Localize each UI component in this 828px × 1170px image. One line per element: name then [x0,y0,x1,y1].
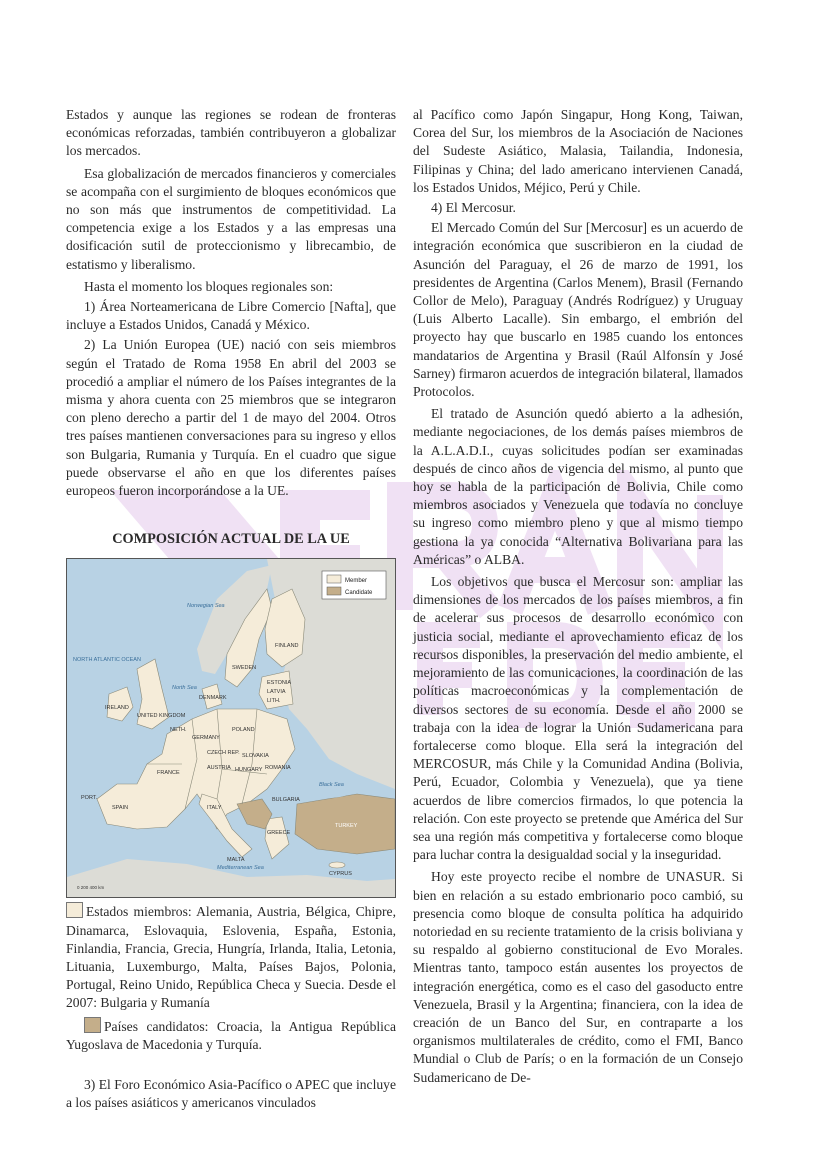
map-label: DENMARK [199,695,227,702]
map-label: ESTONIA [267,680,292,687]
paragraph: Esa globalización de mercados financieros y comerciales se acompaña con el surgimiento de bloques económicos que no son más que instrumentos de competitividad. La competencia exige a los Estados y a las empresas una dosificación sutil de proteccionismo y librecambio, de estatismo y liberalismo. [66,165,396,272]
list-item-apec: 3) El Foro Económico Asia-Pacífico o APEC que incluye a los países asiáticos y americanos vinculados [66,1077,396,1111]
map-label: ITALY [207,805,222,812]
map-label: TURKEY [335,823,358,830]
map-label: UNITED KINGDOM [137,713,186,720]
paragraph: El tratado de Asunción quedó abierto a la adhesión, mediante negociaciones, de los demás países miembros de la A.L.A.D.I., cuyas solicitudes podían ser examinadas después de cinco años de vigencia del mismo, al punto que hoy se habla de la participación de Bolivia, Chile como miembros asociados y Venezuela que todavía no concluye su ingreso como miembro pleno y que al mismo tiempo gestiona la ya conocida “Alternativa Bolivariana para las Américas” o ALBA. [413,406,743,567]
map-label: HUNGARY [235,767,263,774]
map-label: Mediterranean Sea [217,865,264,872]
paragraph: Los objetivos que busca el Mercosur son: ampliar las dimensiones de los mercados de los países miembros, a fin de acelerar sus procesos de desarrollo económico con justicia social, mediante el aprovechamiento eficaz de los recursos disponibles, la preservación del medio ambiente, el mejoramiento de las comunicaciones, la coordinación de las políticas macroeconómicas y la complementación de diversos sectores de su economía. Desde el año 2000 se trabaja con la idea de lograr la Unión Sudamericana para fortalecerse como bloque. Ella será la integración del MERCOSUR, más Chile y la Comunidad Andina (Bolivia, Perú, Ecuador, Colombia y Venezuela), que ya tiene acuerdos de libre comercios firmados, lo que potencia la relación. Con este proyecto se pretende que América del Sur sea una región más competitiva y fortalecerse como bloque para luchar contra la desigualdad social y la inseguridad. [413,574,743,863]
map-label: POLAND [232,727,255,734]
map-scale: 0 200 400 km [77,885,105,891]
right-column [413,106,743,1087]
left-column [66,106,396,1113]
map-label: SLOVAKIA [242,753,269,760]
map-label: MALTA [227,857,245,864]
paragraph: Hoy este proyecto recibe el nombre de UNASUR. Si bien en relación a su estado embrionario poco cambió, su presencia como bloque de consulta política ha adquirido notoriedad en su reciente tratamiento de la crisis boliviana y su respaldo al gobierno constitucional de Evo Morales. Mientras tanto, tampoco están ausentes los proyectos de integración energética, como es el caso del gasoducto entre Venezuela, Brasil y la Argentina; financiera, con la idea de creación de un Banco del Sur, en contraparte a los organismos multilaterales de crédito, como el FMI, Banco Mundial o Club de París; o en la formación de un Consejo Sudamericano de De- [413,869,743,1085]
legend-members-paragraph [66,902,396,1012]
map-legend [322,571,386,599]
map-label: SWEDEN [232,665,257,672]
map-label: AUSTRIA [207,765,231,772]
map-label: SPAIN [112,805,129,812]
legend-candidate-label: Candidate [345,590,373,597]
paragraph: Estados y aunque las regiones se rodean de fronteras económicas reforzadas, también contribuyeron a globalizar los mercados. [66,107,396,159]
member-swatch [66,902,83,918]
map-label: North Sea [172,685,197,692]
map-label: FRANCE [157,770,180,777]
map-label: BULGARIA [272,797,300,804]
map-label: LATVIA [267,689,286,696]
map-label: IRELAND [105,705,129,712]
map-label: Norwegian Sea [187,603,225,610]
map-label: NORTH ATLANTIC OCEAN [73,657,141,664]
cyprus-land [329,862,345,868]
list-item-mercosur: 4) El Mercosur. [431,200,516,216]
map-label: GERMANY [192,735,220,742]
map-label: CYPRUS [329,871,352,878]
paragraph: al Pacífico como Japón Singapur, Hong Kong, Taiwan, Corea del Sur, los miembros de la Asociación de Naciones del Sudeste Asiático, Malasia, Tailandia, Indonesia, Filipinas y China; del lado americano intervienen Canadá, los Estados Unidos, Méjico, Perú y Chile. [413,107,743,195]
legend-member-label: Member [345,578,368,585]
map-label: Black Sea [319,782,344,789]
list-item-ue: 2) La Unión Europea (UE) nació con seis miembros según el Tratado de Roma 1958 En abril del 2003 se procedió a ampliar el número de los Países integrantes de la misma y ahora cuenta con 25 miembros que se integraron con pleno derecho a partir del 1 de mayo del 2004. Otros tres países mantienen conversaciones para su ingreso y ellos son Bulgaria, Rumania y Turquía. En el cuadro que sigue puede observarse el año en que los diferentes países europeos fueron incorporándose a la UE. [66,337,396,499]
eu-map-figure [67,559,395,897]
legend-candidates-text: Países candidatos: Croacia, la Antigua República Yugoslava de Macedonia y Turquía. [66,1018,396,1052]
map-label: GREECE [267,830,291,837]
paragraph: Hasta el momento los bloques regionales son: [84,278,334,294]
map-title: COMPOSICIÓN ACTUAL DE LA UE [112,531,350,548]
map-label: PORT. [81,795,98,802]
legend-candidates-paragraph [66,1017,396,1054]
list-item-nafta: 1) Área Norteamericana de Libre Comercio [Nafta], que incluye a Estados Unidos, Canadá y México. [66,299,396,333]
map-label: LITH. [267,698,281,705]
map-label: ROMANIA [265,765,291,772]
map-label: NETH. [170,727,187,734]
legend-members-text: Estados miembros: Alemania, Austria, Bélgica, Chipre, Dinamarca, Eslovaquia, Eslovenia, España, Estonia, Finlandia, Francia, Grecia, Hungría, Irlanda, Italia, Letonia, Lituania, Luxemburgo, Malta, Países Bajos, Polonia, Portugal, Reino Unido, República Checa y Suecia. Desde el 2007: Bulgaria y Rumanía [66,904,396,1011]
paragraph: El Mercado Común del Sur [Mercosur] es un acuerdo de integración económica que suscribieron en la ciudad de Asunción del Paraguay, el 26 de marzo de 1991, los presidentes de Argentina (Carlos Menem), Brasil (Fernando Collor de Melo), Paraguay (Andrés Rodríguez) y Uruguay (Luis Alberto Lacalle). Sin embargo, el embrión del proyecto hay que buscarlo en 1985 cuando los entonces mandatarios de Argentina y Brasil (Raúl Alfonsín y José Sarney) firmaron acuerdos de integración bilateral, llamados Protocolos. [413,220,743,400]
map-label: FINLAND [275,643,299,650]
candidate-swatch [84,1017,101,1033]
map-label: CZECH REP. [207,750,240,757]
eu-map [66,558,396,898]
